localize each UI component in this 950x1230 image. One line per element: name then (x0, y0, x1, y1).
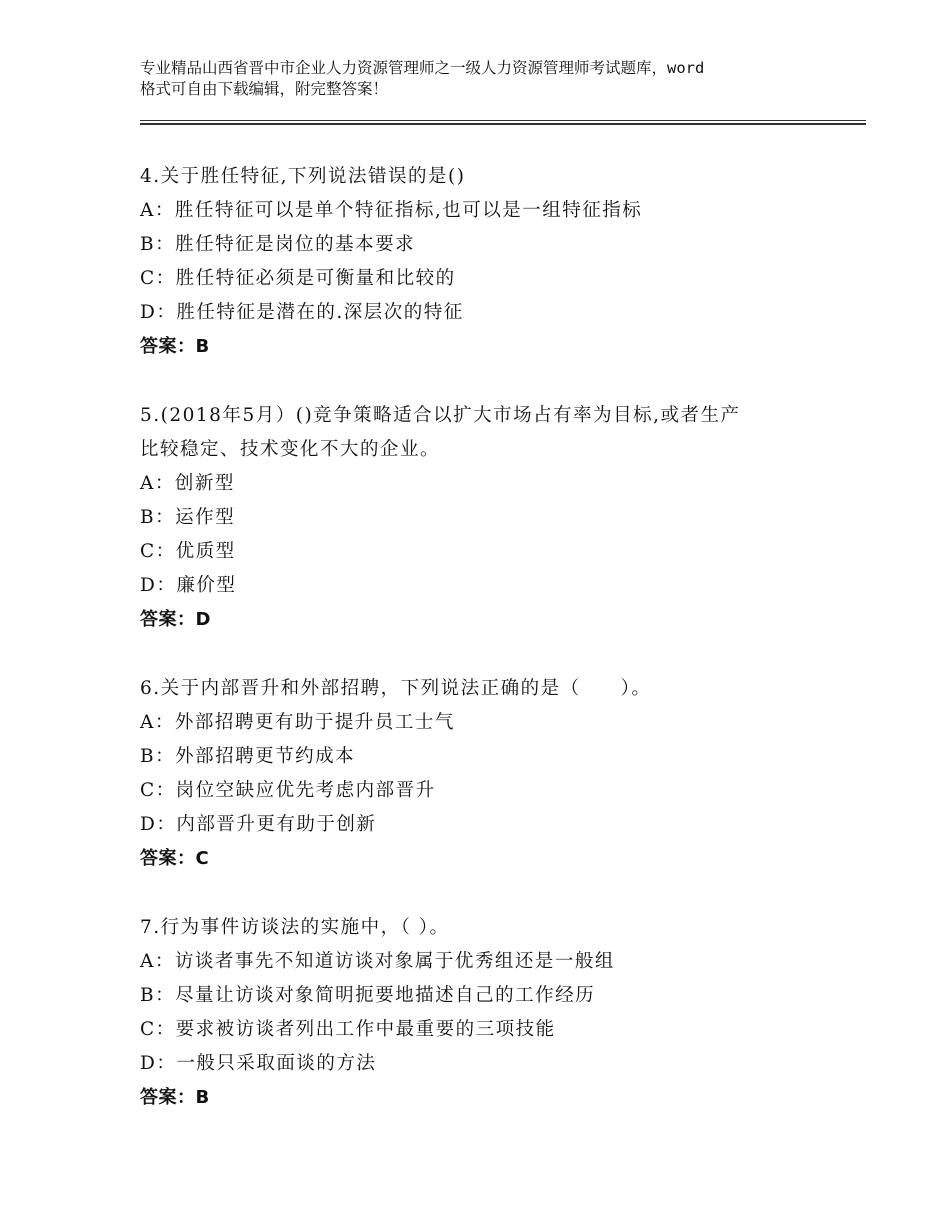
option-d: D：胜任特征是潜在的.深层次的特征 (140, 302, 464, 323)
question-stem-line-1: 5.(2018年5月）()竞争策略适合以扩大市场占有率为目标,或者生产 (140, 405, 741, 426)
question-5 (140, 399, 820, 637)
option-c: C：要求被访谈者列出工作中最重要的三项技能 (140, 1019, 556, 1040)
answer-label: 答案：D (140, 609, 211, 630)
answer-label: 答案：B (140, 336, 210, 357)
question-stem: 6.关于内部晋升和外部招聘，下列说法正确的是（ ）。 (140, 678, 652, 699)
header-divider-thick (140, 123, 866, 125)
question-4 (140, 160, 820, 364)
option-a: A：胜任特征可以是单个特征指标,也可以是一组特征指标 (140, 200, 643, 221)
option-c: C：岗位空缺应优先考虑内部晋升 (140, 780, 436, 801)
option-c: C：优质型 (140, 541, 236, 562)
header-divider-thin (140, 120, 866, 121)
document-header (140, 58, 840, 100)
header-title-line-1: 专业精品山西省晋中市企业人力资源管理师之一级人力资源管理师考试题库，word (140, 59, 705, 77)
option-a: A：外部招聘更有助于提升员工士气 (140, 712, 455, 733)
option-c: C：胜任特征必须是可衡量和比较的 (140, 268, 456, 289)
question-stem-line-2: 比较稳定、技术变化不大的企业。 (140, 439, 441, 460)
option-b: B：运作型 (140, 507, 236, 528)
option-d: D：廉价型 (140, 575, 237, 596)
question-stem: 4.关于胜任特征,下列说法错误的是() (140, 166, 466, 187)
option-a: A：创新型 (140, 473, 235, 494)
question-stem: 7.行为事件访谈法的实施中，（ ）。 (140, 917, 450, 938)
question-6 (140, 672, 820, 876)
option-b: B：尽量让访谈对象简明扼要地描述自己的工作经历 (140, 985, 596, 1006)
question-7 (140, 911, 820, 1115)
option-b: B：胜任特征是岗位的基本要求 (140, 234, 416, 255)
answer-label: 答案：C (140, 848, 210, 869)
answer-label: 答案：B (140, 1087, 210, 1108)
header-title-line-2: 格式可自由下载编辑，附完整答案！ (140, 80, 389, 98)
option-a: A：访谈者事先不知道访谈对象属于优秀组还是一般组 (140, 951, 615, 972)
option-b: B：外部招聘更节约成本 (140, 746, 356, 767)
option-d: D：一般只采取面谈的方法 (140, 1053, 377, 1074)
option-d: D：内部晋升更有助于创新 (140, 814, 377, 835)
